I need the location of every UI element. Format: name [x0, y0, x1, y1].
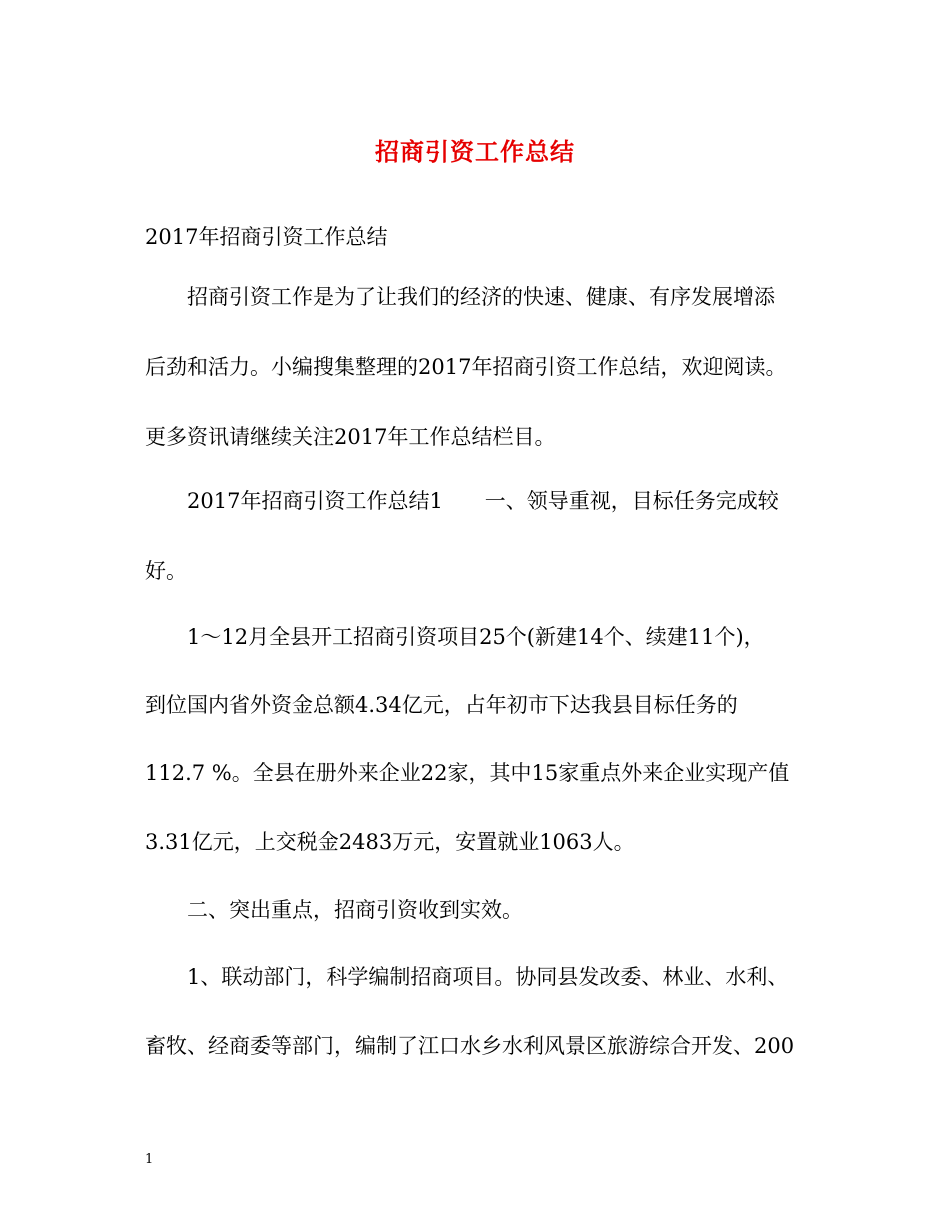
page-number: 1 — [145, 1152, 154, 1167]
paragraph-line: 1～12月全县开工招商引资项目25个(新建14个、续建11个)， — [187, 625, 765, 649]
paragraph-line: 2017年招商引资工作总结1 一、领导重视，目标任务完成较 — [187, 489, 779, 513]
paragraph-line: 招商引资工作是为了让我们的经济的快速、健康、有序发展增添 — [187, 285, 775, 309]
section-heading-line: 二、突出重点，招商引资收到实效。 — [187, 898, 523, 922]
paragraph-line: 3.31亿元，上交税金2483万元，安置就业1063人。 — [145, 830, 635, 854]
document-title: 招商引资工作总结 — [375, 137, 575, 166]
paragraph-line: 到位国内省外资金总额4.34亿元，占年初市下达我县目标任务的 — [145, 693, 738, 717]
paragraph-line: 更多资讯请继续关注2017年工作总结栏目。 — [145, 425, 556, 449]
paragraph-line: 1、联动部门，科学编制招商项目。协同县发改委、林业、水利、 — [187, 965, 789, 989]
paragraph-line: 好。 — [145, 559, 187, 583]
paragraph-line: 112.7 %。全县在册外来企业22家，其中15家重点外来企业实现产值 — [145, 761, 790, 785]
paragraph-line: 后劲和活力。小编搜集整理的2017年招商引资工作总结，欢迎阅读。 — [145, 355, 787, 379]
subtitle-line: 2017年招商引资工作总结 — [145, 225, 388, 249]
paragraph-line: 畜牧、经商委等部门，编制了江口水乡水利风景区旅游综合开发、200 — [145, 1034, 795, 1058]
